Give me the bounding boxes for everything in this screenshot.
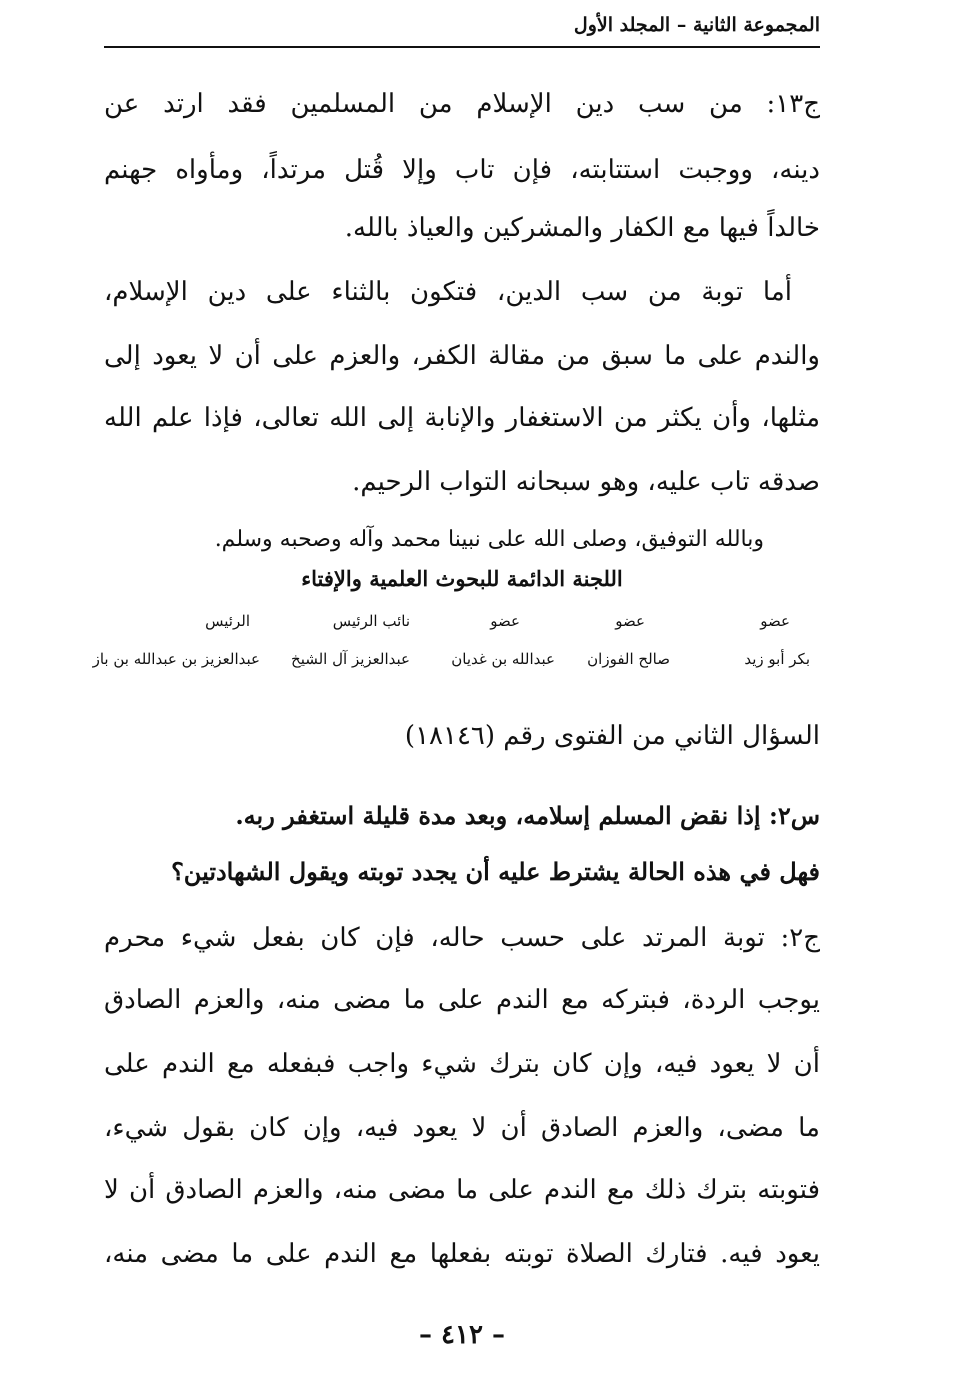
answer-2-line: فتوبته بترك ذلك مع الندم على ما مضى منه، والعزم الصادق أن لا [104,1175,820,1205]
header-rule [104,46,820,48]
member-name: عبدالعزيز بن عبدالله بن باز [92,650,260,668]
member-name: عبدالله بن غديان [451,650,555,668]
member-name: بكر أبو زيد [744,650,810,668]
member-name: عبدالعزيز آل الشيخ [291,650,410,668]
role-vice-chairman: نائب الرئيس [332,612,410,630]
role-chairman: الرئيس [205,612,250,630]
committee-title: اللجنة الدائمة للبحوث العلمية والإفتاء [301,566,623,591]
answer-13-line: خالداً فيها مع الكفار والمشركين والعياذ بالله. [344,213,820,243]
answer-13-line: ج١٣: من سب دين الإسلام من المسلمين فقد ارتد عن [104,89,820,119]
page-number: – ٤١٢ – [418,1320,506,1350]
answer-2-line: يوجب الردة، فبتركه مع الندم على ما مضى منه، والعزم الصادق [104,985,820,1015]
repentance-line: صدقه تاب عليه، وهو سبحانه التواب الرحيم. [352,467,820,497]
answer-13-line: دينه، ووجبت استتابته، فإن تاب وإلا قُتل مرتداً، ومأواه جهنم [104,155,820,185]
question-2-line: فهل في هذه الحالة يشترط عليه أن يجدد توبته ويقول الشهادتين؟ [171,857,820,886]
answer-2-line: أن لا يعود فيه، وإن كان بترك شيء واجب فبفعله مع الندم على [104,1049,820,1079]
fatwa-heading: السؤال الثاني من الفتوى رقم (١٨١٤٦) [404,721,820,751]
repentance-line: مثلها، وأن يكثر من الاستغفار والإنابة إلى الله تعالى، فإذا علم الله [104,403,820,433]
answer-2-line: يعود فيه. فتارك الصلاة توبته بفعلها مع الندم على ما مضى منه، [104,1239,820,1269]
answer-2-line: ج٢: توبة المرتد على حسب حاله، فإن كان بفعل شيء محرم [104,923,820,953]
closing-prayer: وبالله التوفيق، وصلى الله على نبينا محمد وآله وصحبه وسلم. [214,527,764,552]
member-name: صالح الفوزان [587,650,670,668]
repentance-line: والندم على ما سبق من مقالة الكفر، والعزم على أن لا يعود إلى [104,341,820,371]
role-member: عضو [760,612,790,630]
running-header: المجموعة الثانية – المجلد الأول [573,14,820,36]
repentance-line: أما توبة من سب الدين، فتكون بالثناء على دين الإسلام، [104,277,792,307]
role-member: عضو [615,612,645,630]
question-2-line: س٢: إذا نقض المسلم إسلامه، وبعد مدة قليلة استغفر ربه. [235,801,820,830]
answer-2-line: ما مضى، والعزم الصادق أن لا يعود فيه، وإن كان بقول شيء، [104,1113,820,1143]
role-member: عضو [490,612,520,630]
